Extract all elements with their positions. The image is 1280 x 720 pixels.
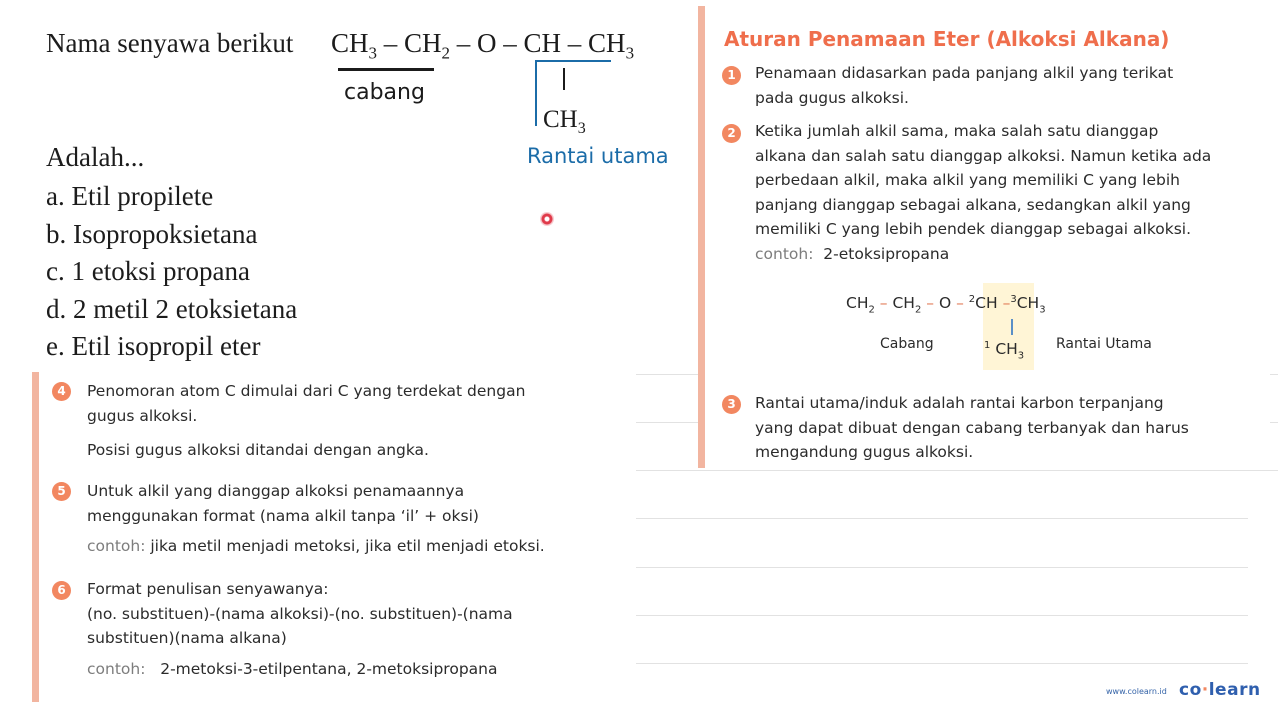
formula-bond: – (561, 28, 589, 58)
number-badge-1: 1 (722, 66, 741, 85)
rule-6-line: (no. substituen)-(nama alkoksi)-(no. substituen)-(nama (87, 604, 513, 623)
formula-bond: – (377, 28, 405, 58)
rule-6-text (87, 577, 627, 681)
rule-3-line: Rantai utama/induk adalah rantai karbon terpanjang (755, 394, 1164, 412)
pointer-dot-icon (540, 212, 554, 226)
formula-oxygen-bond: – O – (450, 28, 524, 58)
structure-branch (984, 340, 1024, 361)
rule-3-line: yang dapat dibuat dengan cabang terbanyak dan harus (755, 418, 1189, 437)
formula-ch3-right: CH (588, 28, 626, 58)
struct-bond: – (956, 294, 964, 313)
example-label: contoh: (87, 659, 146, 678)
example-label: contoh: (87, 537, 146, 555)
formula-sub: 3 (577, 120, 586, 137)
formula-ch3-left: CH (331, 28, 369, 58)
rule-2-line: alkana dan salah satu dianggap alkoksi. Namun ketika ada (755, 146, 1212, 165)
rule-3-line: mengandung gugus alkoksi. (755, 443, 974, 461)
annotation-rantai-utama: Rantai utama (527, 144, 669, 168)
structure-diagram (846, 286, 1152, 376)
option-e[interactable]: e. Etil isopropil eter (46, 331, 261, 361)
struct-ch3: CH (995, 340, 1018, 359)
rule-2-line: Ketika jumlah alkil sama, maka salah satu dianggap (755, 122, 1159, 140)
ruled-line (636, 567, 1248, 568)
example-label: contoh: (755, 244, 814, 263)
ruled-line (636, 470, 1278, 471)
rule-5-line: menggunakan format (nama alkil tanpa ‘il’ + oksi) (87, 506, 479, 525)
logo-separator: · (1201, 680, 1209, 700)
example-value: 2-etoksipropana (823, 244, 950, 263)
struct-number: 3 (1010, 294, 1017, 305)
branch-ch: CH (543, 106, 578, 133)
rules-title: Aturan Penamaan Eter (Alkoksi Alkana) (724, 27, 1170, 51)
rule-1-text (755, 61, 1255, 110)
question-block (46, 24, 686, 364)
number-badge-2: 2 (722, 124, 741, 143)
example-value: jika metil menjadi metoksi, jika etil menjadi etoksi. (150, 537, 545, 555)
rule-2-line: memiliki C yang lebih pendek dianggap sebagai alkoksi. (755, 220, 1192, 238)
question-prompt: Nama senyawa berikut (46, 28, 294, 58)
number-badge-4: 4 (52, 382, 71, 401)
rule-4-line: Posisi gugus alkoksi ditandai dengan angka. (87, 441, 429, 459)
formula-ch: CH (523, 28, 562, 58)
annotation-cabang: cabang (344, 80, 425, 105)
struct-bond: – (926, 294, 935, 313)
rule-5-text (87, 479, 627, 559)
ruled-line (636, 663, 1248, 664)
rule-2-example (755, 242, 1255, 267)
struct-ch: CH (975, 294, 998, 313)
colearn-logo (1179, 680, 1261, 700)
formula-sub: 3 (368, 43, 378, 63)
number-badge-6: 6 (52, 581, 71, 600)
struct-ch2: CH (892, 294, 915, 313)
card-accent-bar (32, 372, 39, 702)
cabang-underline (338, 68, 434, 71)
option-c[interactable]: c. 1 etoksi propana (46, 256, 250, 286)
answer-options (46, 178, 297, 366)
formula-sub: 3 (625, 43, 635, 63)
ruled-line (636, 615, 1248, 616)
option-a[interactable]: a. Etil propilete (46, 181, 214, 211)
logo-url: www.colearn.id (1106, 687, 1167, 696)
formula-sub: 2 (441, 43, 451, 63)
question-adalah: Adalah... (46, 142, 145, 172)
struct-ch2: CH (846, 294, 869, 313)
structure-main-row (846, 294, 1046, 315)
chemical-formula (331, 28, 634, 63)
logo-part: learn (1208, 680, 1261, 700)
struct-ch3: CH (1016, 294, 1040, 313)
rule-6-line: Format penulisan senyawanya: (87, 580, 329, 598)
rule-3-text (755, 391, 1255, 465)
struct-vertical-bond (1011, 319, 1013, 335)
rule-6-line: substituen)(nama alkana) (87, 629, 287, 647)
number-badge-3: 3 (722, 395, 741, 414)
struct-number: 2 (968, 294, 976, 305)
rule-5-example (87, 534, 627, 559)
struct-sub: 3 (1017, 350, 1025, 362)
struct-sub: 2 (914, 304, 922, 316)
rule-4-text (87, 379, 627, 463)
rule-4-line: Penomoran atom C dimulai dari C yang terdekat dengan (87, 382, 526, 400)
rule-2-line: panjang dianggap sebagai alkana, sedangkan alkil yang (755, 195, 1191, 214)
vertical-bond (563, 68, 565, 90)
ruled-line (636, 518, 1248, 519)
struct-sub: 3 (1039, 304, 1046, 316)
example-value: 2-metoksi-3-etilpentana, 2-metoksipropana (160, 659, 498, 678)
struct-bond: – (879, 294, 888, 313)
struct-number: 1 (984, 340, 991, 351)
rule-1-line: pada gugus alkoksi. (755, 88, 909, 107)
option-d[interactable]: d. 2 metil 2 etoksietana (46, 293, 298, 324)
logo-part: co (1179, 680, 1202, 700)
rules-card-continued (32, 372, 636, 702)
label-cabang: Cabang (880, 336, 934, 352)
struct-sub: 2 (868, 304, 875, 316)
card-accent-bar (698, 6, 705, 468)
number-badge-5: 5 (52, 482, 71, 501)
rule-6-example (87, 657, 627, 682)
rule-2-text (755, 119, 1255, 266)
label-rantai-utama: Rantai Utama (1056, 336, 1152, 352)
option-b[interactable]: b. Isopropoksietana (46, 218, 258, 249)
formula-ch2: CH (404, 28, 442, 58)
rule-5-line: Untuk alkil yang dianggap alkoksi penamaannya (87, 482, 465, 500)
rule-2-line: perbedaan alkil, maka alkil yang memiliki C yang lebih (755, 171, 1180, 189)
struct-oxygen: O (938, 294, 952, 313)
rule-4-line: gugus alkoksi. (87, 406, 198, 425)
formula-branch-ch3 (543, 106, 586, 138)
rule-1-line: Penamaan didasarkan pada panjang alkil yang terikat (755, 64, 1174, 82)
struct-bond: – (1002, 294, 1011, 313)
rules-card (698, 6, 1270, 468)
